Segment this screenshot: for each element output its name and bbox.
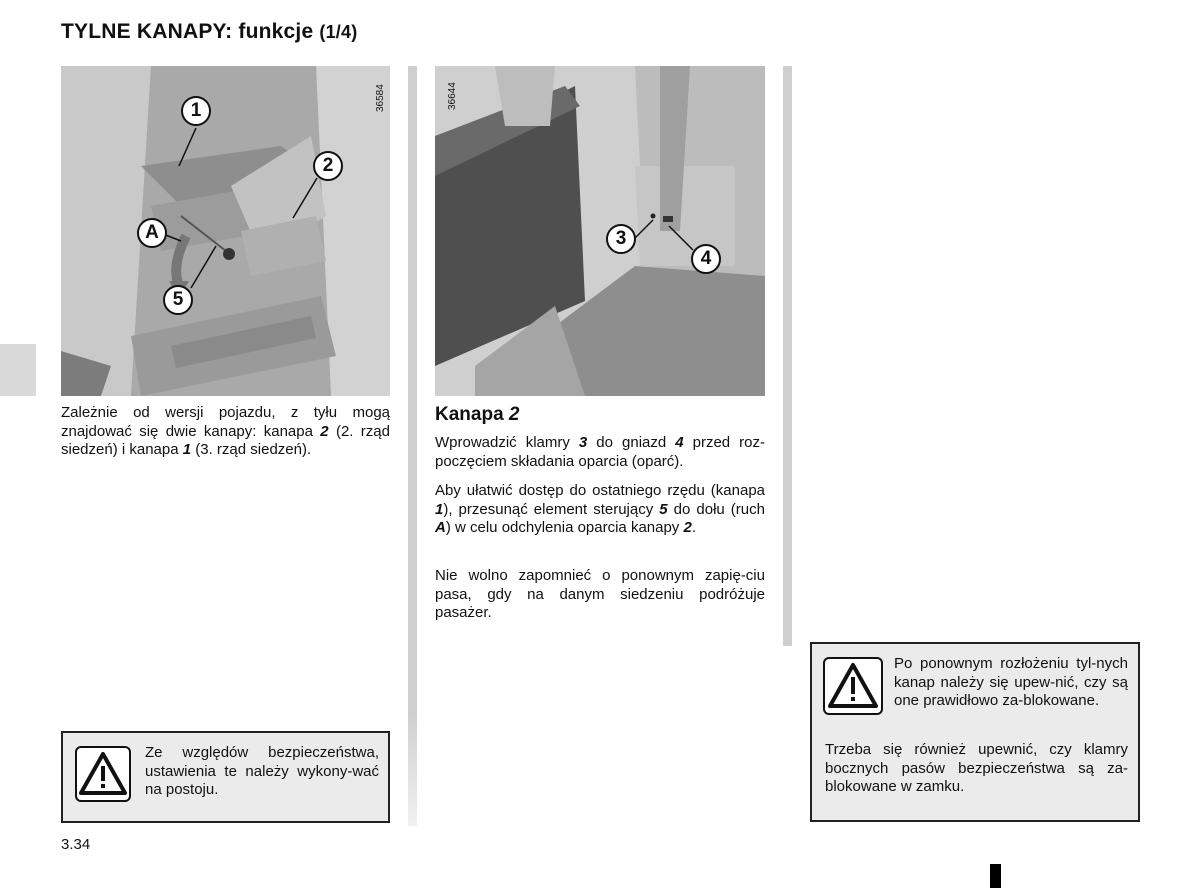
warning-icon xyxy=(75,746,131,802)
section-heading xyxy=(435,404,520,426)
lock-warning-text-1: Po ponownym rozłożeniu tyl-nych kanap należy się upew-nić, czy są one prawidłowo za-blokowane. xyxy=(894,655,1128,709)
chapter-tab xyxy=(0,344,36,396)
callout-2: 2 xyxy=(313,151,343,181)
warning-icon xyxy=(823,657,883,715)
paragraph-access: Aby ułatwić dostęp do ostatniego rzędu (kanapa 1), przesunąć element sterujący 5 do dołu (ruch A) w celu odchylenia oparcia kanapy 2. xyxy=(435,482,765,536)
page-number: 3.34 xyxy=(61,836,91,853)
figure-rear-seats-illustration xyxy=(61,66,390,396)
section-heading-number: 2 xyxy=(508,404,520,425)
intro-paragraph: Zależnie od wersji pojazdu, z tyłu mogą znajdować się dwie kanapy: kanapa 2 (2. rząd siedzeń) i kanapa 1 (3. rząd siedzeń). xyxy=(61,404,390,458)
lock-warning-box xyxy=(810,642,1140,822)
column-separator-2 xyxy=(783,66,792,646)
figure-seat-belt-buckles xyxy=(435,66,765,396)
figure-rear-seats-access xyxy=(61,66,390,396)
callout-A: A xyxy=(137,218,167,248)
figure-buckles-illustration xyxy=(435,66,765,396)
page-title-text: TYLNE KANAPY: funkcje xyxy=(61,20,314,43)
callout-5: 5 xyxy=(163,285,193,315)
safety-warning-box xyxy=(61,731,390,823)
section-heading-text: Kanapa xyxy=(435,404,504,425)
paragraph-buckles: Wprowadzić klamry 3 do gniazd 4 przed roz-poczęciem składania oparcia (oparć). xyxy=(435,434,766,470)
callout-4: 4 xyxy=(691,244,721,274)
callout-3: 3 xyxy=(606,224,636,254)
lock-warning-text-2: Trzeba się również upewnić, czy klamry bocznych pasów bezpieczeństwa są za-blokowane w zamku. xyxy=(825,741,1128,795)
figure-number: 36644 xyxy=(447,82,458,110)
page-edge-marker xyxy=(990,864,1001,888)
callout-1: 1 xyxy=(181,96,211,126)
page-title-suffix: (1/4) xyxy=(319,22,358,42)
safety-warning-text: Ze względów bezpieczeństwa, ustawienia te należy wykony-wać na postoju. xyxy=(145,744,379,798)
paragraph-seatbelt: Nie wolno zapomnieć o ponownym zapię-ciu pasa, gdy na danym siedzeniu podróżuje pasażer. xyxy=(435,567,765,621)
column-separator-1 xyxy=(408,66,417,826)
page-title xyxy=(61,20,357,44)
figure-number: 36584 xyxy=(375,84,386,112)
